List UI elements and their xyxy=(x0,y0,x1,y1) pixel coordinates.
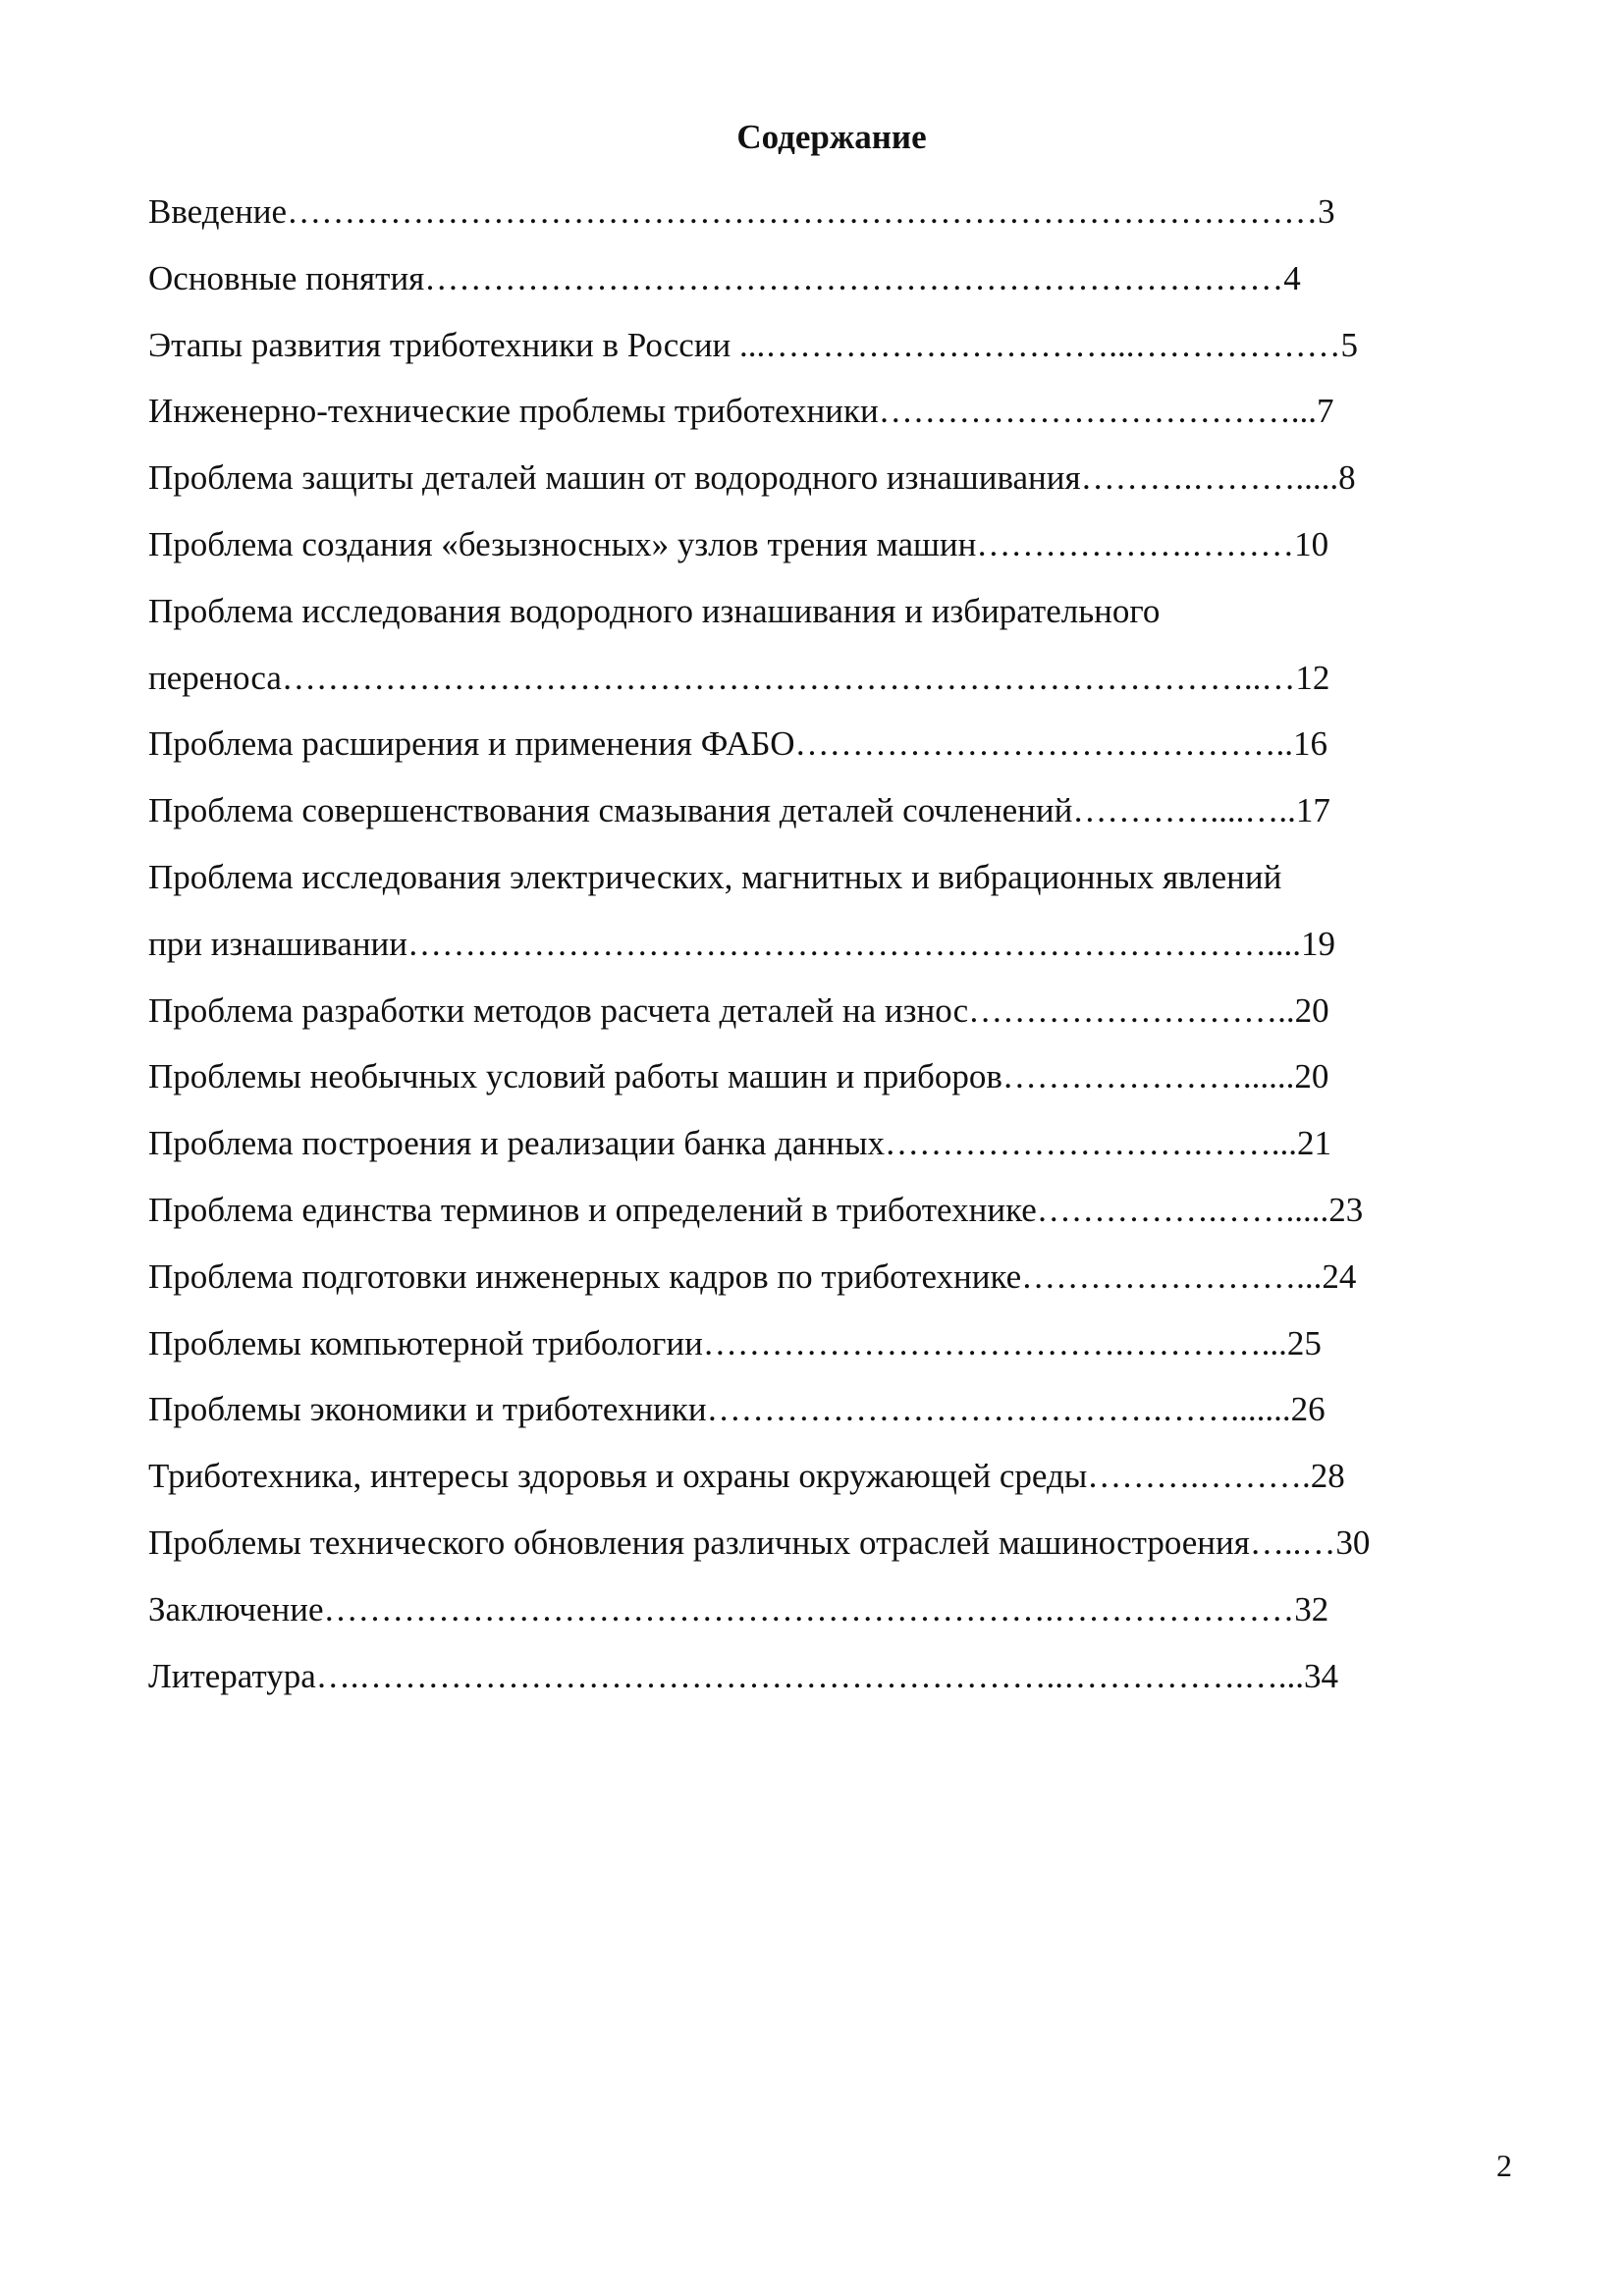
toc-row xyxy=(148,511,1525,578)
toc-line-text: при изнашивании…………………………………………………………………....19 xyxy=(148,924,1336,963)
toc-row xyxy=(148,1310,1525,1377)
toc-row xyxy=(148,1443,1525,1510)
toc-row xyxy=(148,445,1525,511)
toc-row xyxy=(148,978,1525,1044)
toc-row xyxy=(148,1643,1525,1710)
toc-row xyxy=(148,645,1525,712)
toc-line-text: Проблема единства терминов и определений в триботехнике…………….…….....23 xyxy=(148,1190,1364,1229)
toc-row xyxy=(148,578,1525,645)
toc-line-text: Проблема исследования водородного изнашивания и избирательного xyxy=(148,591,1161,630)
toc-line-text: Проблемы технического обновления различных отраслей машиностроения…..…30 xyxy=(148,1522,1371,1562)
toc-title: Содержание xyxy=(736,118,927,156)
toc-line-text: Проблема исследования электрических, магнитных и вибрационных явлений xyxy=(148,857,1282,896)
toc-line-text: Проблема совершенствования смазывания деталей сочленений…………....…..17 xyxy=(148,791,1330,830)
toc-row xyxy=(148,312,1525,379)
toc-line-text: Заключение……………………………………………………….…………………32 xyxy=(148,1589,1329,1629)
toc-line-text: Проблема создания «безызносных» узлов трения машин……………….………10 xyxy=(148,524,1329,563)
toc-row xyxy=(148,1510,1525,1576)
toc-row xyxy=(148,1376,1525,1443)
toc-row xyxy=(148,245,1525,312)
toc-row xyxy=(148,1177,1525,1244)
toc-line-text: Триботехника, интересы здоровья и охраны окружающей среды……….……….28 xyxy=(148,1457,1345,1496)
toc-line-text: Литература….……………………………………………………..…………….…...34 xyxy=(148,1656,1339,1695)
toc-line-text: Введение………………………………………………………………………………3 xyxy=(148,192,1335,231)
toc-row xyxy=(148,1244,1525,1310)
table-of-contents xyxy=(148,179,1525,1709)
toc-row xyxy=(148,1576,1525,1643)
toc-line-text: Проблемы необычных условий работы машин и приборов…………………......20 xyxy=(148,1057,1329,1096)
toc-line-text: Проблема разработки методов расчета деталей на износ………………………..20 xyxy=(148,990,1329,1030)
toc-line-text: Проблемы компьютерной трибологии……………………………….…………...25 xyxy=(148,1323,1322,1362)
toc-row xyxy=(148,1043,1525,1110)
toc-row xyxy=(148,711,1525,777)
toc-line-text: Проблема подготовки инженерных кадров по триботехнике……………………...24 xyxy=(148,1256,1357,1296)
toc-row xyxy=(148,378,1525,445)
toc-line-text: Основные понятия…………………………………………………………………4 xyxy=(148,258,1301,297)
toc-line-text: Этапы развития триботехники в России ...…………………………...………………5 xyxy=(148,325,1359,364)
toc-line-text: Проблема построения и реализации банка данных……………………….……...21 xyxy=(148,1124,1331,1163)
toc-line-text: Проблема расширения и применения ФАБО……………………………………..16 xyxy=(148,724,1328,764)
page-number: 2 xyxy=(1496,2148,1512,2183)
toc-line-text: Проблемы экономики и триботехники………………………………….…….......26 xyxy=(148,1390,1326,1429)
toc-row xyxy=(148,911,1525,978)
toc-line-text: Инженерно-технические проблемы триботехники………………………………...7 xyxy=(148,392,1334,431)
toc-line-text: переноса…………………………………………………………………………..…12 xyxy=(148,658,1330,697)
toc-row xyxy=(148,844,1525,911)
toc-row xyxy=(148,777,1525,844)
toc-line-text: Проблема защиты деталей машин от водородного изнашивания……….……….....8 xyxy=(148,458,1356,498)
toc-row xyxy=(148,1110,1525,1177)
toc-row xyxy=(148,179,1525,245)
